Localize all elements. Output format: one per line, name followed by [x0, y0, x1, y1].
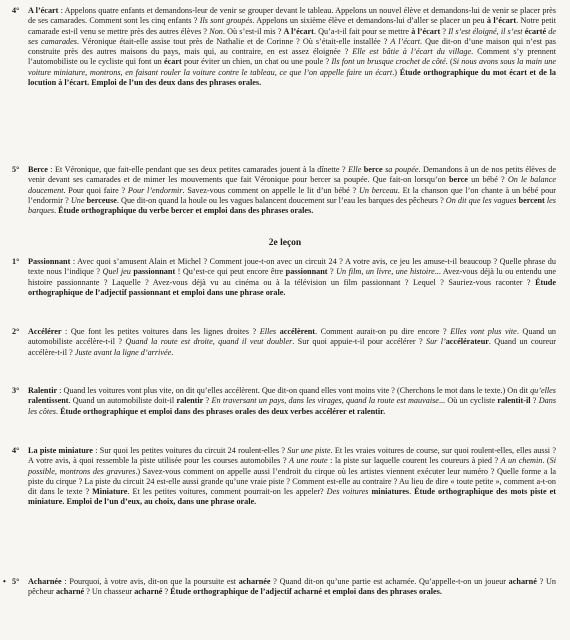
bold-text: ralentir — [176, 396, 204, 406]
body-text: . Savez-vous comment on appelle le lit d’un bébé ? — [182, 185, 359, 195]
section-piste-miniature — [12, 446, 556, 508]
body-text: : la piste sur laquelle courent les coureurs à pied ? — [327, 456, 501, 466]
body-text: : Appelons quatre enfants et demandons-leur de venir se grouper devant le tableau. Appelons un nouvel élève et demandons-lui de venir se placer près de ses camarades. Comment sont les cinq enfants ? — [28, 6, 556, 26]
body-text: . Appelons un sixième élève et demandons-lui d’aller se placer un peu — [252, 16, 487, 26]
answer-text: On dit que les vagues — [445, 195, 519, 205]
answer-text: Des voitures — [326, 487, 372, 497]
body-text: ? — [327, 267, 337, 277]
answer-text: Sur l’ — [425, 337, 446, 347]
item-heading: La piste miniature — [28, 446, 93, 455]
section-acharnee — [3, 577, 556, 598]
answer-text: A un chemin — [500, 456, 543, 466]
answer-text: Elles vont plus vite — [450, 327, 517, 336]
answer-text: Si nous avons sous la main une voiture miniature, montrons, en faisant rouler la voiture contre le tableau, ce que l’on appelle faire un écart — [28, 57, 557, 77]
item-heading: Ralentir — [28, 386, 58, 395]
answer-text: Sur une piste — [287, 446, 331, 455]
item-number: 1° — [12, 257, 20, 266]
bold-text: Étude orthographique de l’adjectif passionnant et emploi dans une phrase orale. — [28, 277, 556, 297]
answer-text: A une route — [288, 456, 328, 466]
bold-text: berce — [449, 175, 468, 185]
answer-text: En traversant un pays, dans les virages, quand la route est mauvaise — [211, 396, 439, 406]
item-number: 4° — [12, 446, 20, 455]
section-text — [28, 257, 556, 297]
body-text: pour éviter un chien, un chat ou une poule ? — [181, 57, 332, 67]
answer-text: Une — [70, 195, 87, 205]
item-heading: Acharnée — [28, 577, 62, 586]
bold-text: accélèrent — [279, 327, 315, 336]
body-text: ? — [530, 396, 539, 406]
section-text — [28, 6, 556, 87]
body-text: . Comment aurait-on pu dire encore ? — [315, 327, 451, 336]
section-text — [28, 327, 556, 357]
body-text: . Qu’a-t-il fait pour se mettre — [313, 26, 412, 36]
bold-text: ralentit-il — [497, 396, 531, 406]
bold-text: berce — [363, 165, 383, 174]
body-text: . — [55, 406, 61, 416]
bold-text: Miniature — [92, 487, 128, 497]
body-text: . — [171, 347, 174, 357]
answer-text: Elles — [259, 327, 280, 336]
answer-text: Pour l’endormir — [127, 185, 183, 195]
section-ralentir — [12, 386, 556, 417]
section-berce — [12, 165, 556, 216]
bold-text: acharnée — [238, 577, 271, 586]
body-text: . Et la chanson que l’on chante à un bébé pour l’endormir ? — [28, 185, 556, 205]
bold-text: écart — [164, 57, 182, 67]
body-text: . Comment s’y prennent l’automobiliste ou le cycliste qui font un — [28, 47, 556, 67]
body-text: . Que dit-on quand la houle ou les vagues balancent doucement sur l’eau les barques des pêcheurs ? — [116, 195, 446, 205]
body-text: ... Où un cycliste — [438, 396, 498, 406]
answer-text: Un film, un livre, une histoire — [336, 267, 435, 277]
bold-text: A l’écart — [283, 26, 314, 36]
body-text: . Pour quoi faire ? — [63, 185, 128, 195]
body-text: . — [409, 487, 415, 497]
bold-text: bercent — [518, 195, 545, 205]
answer-text: Un berceau — [358, 185, 398, 195]
body-text: . Quand un automobiliste doit-il — [68, 396, 177, 406]
section-text — [28, 577, 556, 596]
body-text: ? — [440, 26, 449, 36]
answer-text: Quand la route est droite, quand il veut doubler — [125, 337, 293, 347]
bold-text: écarté — [524, 26, 547, 36]
answer-text: Il s’est éloigné, il s’est — [448, 26, 525, 36]
answer-text: Dans les côtes — [28, 396, 557, 416]
lesson-heading: 2e leçon — [268, 238, 302, 248]
body-text: . Quand un automobiliste accélère-t-il ? — [28, 327, 557, 347]
answer-text: Elle — [348, 165, 364, 174]
body-text: . — [54, 206, 59, 216]
bold-text: accélérateur — [445, 337, 489, 347]
bold-text: acharné — [55, 587, 85, 597]
bold-text: acharné — [508, 577, 537, 586]
body-text: ? — [162, 587, 171, 597]
body-text: : Pourquoi, à votre avis, dit-on que la poursuite est — [61, 577, 239, 586]
body-text: : Et Véronique, que fait-elle pendant que ses deux petites camarades jouent à la dînette ? — [47, 165, 349, 174]
bold-text: Étude orthographique de l’adjectif acharné et emploi dans des phrases orales. — [170, 587, 442, 597]
body-text: . Que dit-on d’une maison qui n’est pas construite près des autres maisons du pays, mais qui, au contraire, en est assez éloignée ? — [28, 36, 556, 57]
item-number: • 5° — [3, 577, 20, 586]
body-text: ? — [203, 396, 212, 406]
body-text: . Notre petit camarade est-il venu se mettre près des autres élèves ? — [28, 16, 556, 36]
bullet-icon: • — [3, 577, 6, 586]
answer-text: Non — [209, 26, 223, 36]
section-ecart — [12, 6, 556, 88]
section-text — [28, 386, 556, 416]
item-heading: Berce — [28, 165, 48, 174]
body-text: ... Avez-vous déjà lu ou entendu une histoire passionnante ? Laquelle ? Avez-vous déjà vu au cinéma ou à la télévision un film passionnant ? Lequel ? Sauriez-vous raconter ? — [28, 267, 557, 287]
bold-text: Étude orthographique et emploi dans des phrases orales des deux verbes accélérer et ralentir. — [60, 406, 386, 416]
body-text: . Véronique était-elle assise tout près de Nathalie et de Corinne ? Où s’était-elle installée ? — [76, 36, 391, 46]
item-heading: Passionnant — [28, 257, 71, 266]
section-text — [28, 446, 556, 506]
item-heading: Accélérer — [28, 327, 62, 336]
bold-text: berceuse — [86, 195, 117, 205]
bold-text: passionnant — [133, 267, 176, 277]
bold-text: à l’écart — [486, 16, 517, 26]
bold-text: Étude orthographique du mot écart et de la locution à l’écart. Emploi de l’un des deux dans des phrases orales. — [28, 67, 556, 88]
body-text: . Où s’est-il mis ? — [222, 26, 284, 36]
bold-text: Étude orthographique du verbe bercer et emploi dans des phrases orales. — [58, 206, 314, 216]
body-text: ? Un pêcheur — [28, 577, 556, 597]
answer-text: Si possible, montrons des gravures — [28, 456, 557, 476]
body-text: . Sur quoi appuie-t-il pour accélérer ? — [292, 337, 426, 347]
item-number: 5° — [12, 165, 20, 174]
answer-text: Elle est bâtie à l’écart du village — [352, 47, 472, 57]
section-text — [28, 165, 556, 215]
answer-text: Ils sont groupés — [199, 16, 253, 26]
body-text: . Et les petites voitures, comment pourrait-on les appeler? — [127, 487, 327, 497]
bold-text: passionnant — [285, 267, 328, 277]
body-text: : Que font les petites voitures dans les lignes droites ? — [61, 327, 260, 336]
item-number: 3° — [12, 386, 20, 395]
body-text: ? Quand dit-on qu’une partie est acharnée. Qu’appelle-t-on un joueur — [270, 577, 509, 586]
body-text: un bébé ? — [467, 175, 508, 185]
answer-text: Quel jeu — [102, 267, 134, 277]
body-text: : Sur quoi les petites voitures du circuit 24 roulent-elles ? — [92, 446, 288, 455]
bold-text: ralentissent — [28, 396, 69, 406]
item-number: 4° — [12, 6, 20, 15]
body-text: : Quand les voitures vont plus vite, on dit qu’elles accélèrent. Que dit-on quand elles vont moins vite ? (Cherchons le mot dans le texte.) On dit — [57, 386, 531, 395]
answer-text: A l’écart — [390, 36, 421, 46]
bold-text: miniatures — [371, 487, 410, 497]
answer-text: Juste avant la ligne d’arrivée — [74, 347, 172, 357]
body-text: ? Un chasseur — [84, 587, 135, 597]
answer-text: de ses camarades — [28, 26, 556, 46]
body-text: . Demandons à un de nos petits élèves de venir devant ses camarades et de mimer les mouvements que fait Véronique pour bercer sa poupée. Que fait-on lorsqu’on — [28, 165, 556, 185]
body-text: : Avec quoi s’amusent Alain et Michel ? Comment joue-t-on avec un circuit 24 ? A votre avis, ce jeu les amuse-t-il beaucoup ? Quelle phrase du texte nous l’indique ? — [28, 257, 556, 277]
answer-text: Ils font un brusque crochet de côté — [331, 57, 446, 67]
body-text: .) Savez-vous comment on appelle aussi l’endroit du cirque où les artistes viennent exécuter leur numéro ? Quelle forme a la piste du cirque ? La piste du circuit 24 est-elle aussi grande qu’une vraie piste ? Comment est-elle au contraire ? Au lieu de dire « toute petite », comment a-t-on dit dans le texte ? — [28, 466, 556, 497]
answer-text: sa poupée — [382, 165, 419, 174]
body-text: ! Qu’est-ce qui peut encore être — [175, 267, 286, 277]
bold-text: acharné — [134, 587, 163, 597]
body-text: . Et les vraies voitures de course, sur quoi roulent-elles, elles aussi ? A votre avis, à quoi ressemble la piste utilisée pour les courses automobiles ? — [28, 446, 556, 466]
section-passionnant — [12, 257, 556, 298]
body-text: . Quand un coureur accélère-t-il ? — [28, 337, 556, 357]
answer-text: qu’elles — [530, 386, 556, 395]
body-text: . ( — [542, 456, 550, 466]
section-accelerer — [12, 327, 556, 358]
item-heading: A l’écart — [28, 6, 59, 15]
bold-text: Étude orthographique des mots piste et miniature. Emploi de l’un d’eux, au choix, dans une phrase orale. — [28, 487, 556, 507]
body-text: . ( — [445, 57, 453, 67]
item-number: 2° — [12, 327, 20, 336]
answer-text: les barques — [28, 195, 556, 216]
answer-text: On le balance doucement — [28, 175, 556, 195]
body-text: .) — [392, 67, 400, 77]
bold-text: à l’écart — [411, 26, 441, 36]
